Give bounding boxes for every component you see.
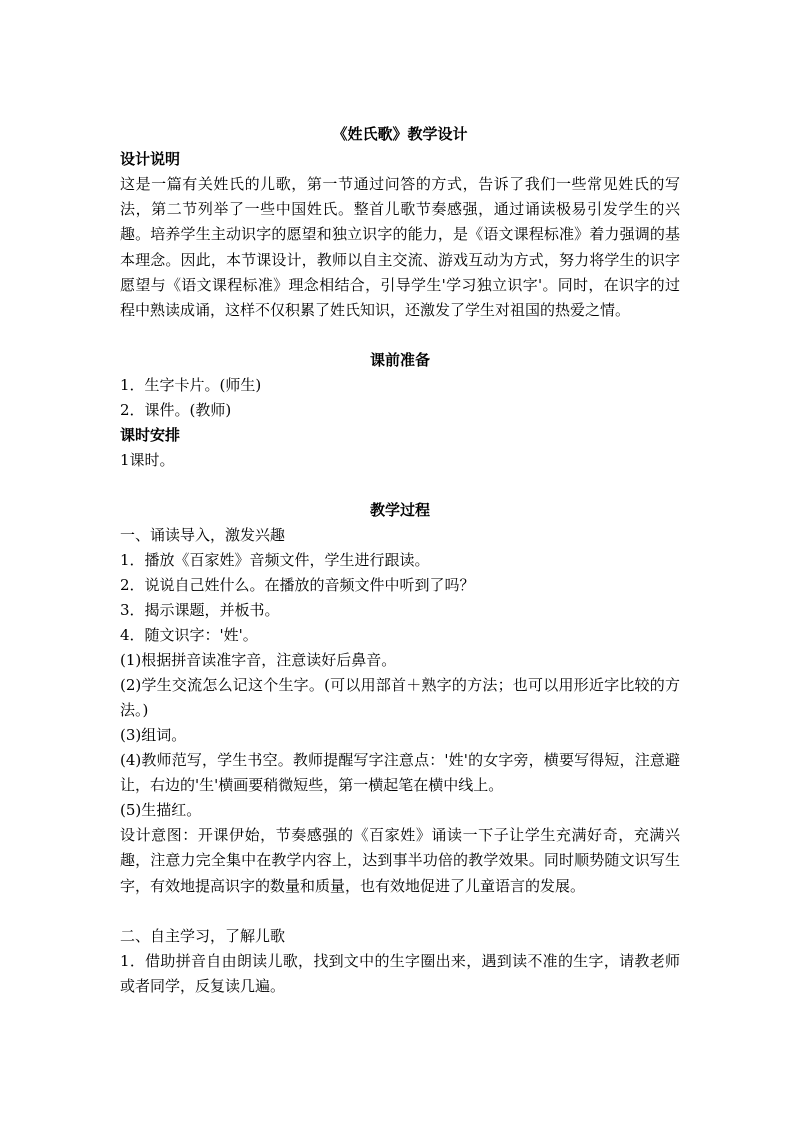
- spacer: [120, 899, 680, 924]
- part1-step: 2．说说自己姓什么。在播放的音频文件中听到了吗？: [120, 576, 475, 595]
- part1-heading: 一、诵读导入，激发兴趣: [120, 526, 286, 545]
- schedule-heading: 课时安排: [120, 426, 181, 445]
- part2-step: 1．借助拼音自由朗读儿歌，找到文中的生字圈出来，遇到读不准的生字，请教老师或者同学，反复读几遍。: [120, 951, 680, 995]
- process-heading: 教学过程: [369, 501, 430, 520]
- preparation-item: 2．课件。(教师): [120, 401, 232, 420]
- part1-substep: (2)学生交流怎么记这个生字。(可以用部首＋熟字的方法；也可以用形近字比较的方法。): [120, 676, 680, 720]
- part1-step: 3．揭示课题，并板书。: [120, 601, 280, 620]
- part2-heading: 二、自主学习，了解儿歌: [120, 926, 286, 945]
- spacer: [120, 323, 680, 348]
- part1-step: 1．播放《百家姓》音频文件，学生进行跟读。: [120, 551, 430, 570]
- part1-step: 4．随文识字：'姓'。: [120, 626, 258, 645]
- part1-substep: (4)教师范写，学生书空。教师提醒写字注意点：'姓'的女字旁，横要写得短，注意避让，右边的'生'横画要稍微短些，第一横起笔在横中线上。: [120, 751, 680, 795]
- document-title: 《姓氏歌》教学设计: [332, 125, 468, 143]
- part1-substep: (3)组词。: [120, 726, 187, 745]
- part1-substep: (1)根据拼音读准字音，注意读好后鼻音。: [120, 651, 397, 670]
- part1-design-intent: 设计意图：开课伊始，节奏感强的《百家姓》诵读一下子让学生充满好奇，充满兴趣，注意力完全集中在教学内容上，达到事半功倍的教学效果。同时顺势随文识写生字，有效地提高识字的数量和质量，也有效地促进了儿童语言的发展。: [120, 826, 680, 895]
- preparation-heading: 课前准备: [369, 351, 430, 370]
- schedule-text: 1课时。: [120, 451, 175, 470]
- part1-substep: (5)生描红。: [120, 801, 202, 820]
- design-note-heading: 设计说明: [120, 150, 181, 168]
- spacer: [120, 473, 680, 498]
- document-page: [120, 122, 680, 999]
- preparation-item: 1．生字卡片。(师生): [120, 376, 262, 395]
- design-note-body: 这是一篇有关姓氏的儿歌，第一节通过问答的方式，告诉了我们一些常见姓氏的写法，第二节列举了一些中国姓氏。整首儿歌节奏感强，通过诵读极易引发学生的兴趣。培养学生主动识字的愿望和独立识字的能力，是《语文课程标准》着力强调的基本理念。因此，本节课设计，教师以自主交流、游戏互动为方式，努力将学生的识字愿望与《语文课程标准》理念相结合，引导学生'学习独立识字'。同时，在识字的过程中熟读成诵，这样不仅积累了姓氏知识，还激发了学生对祖国的热爱之情。: [120, 175, 680, 320]
